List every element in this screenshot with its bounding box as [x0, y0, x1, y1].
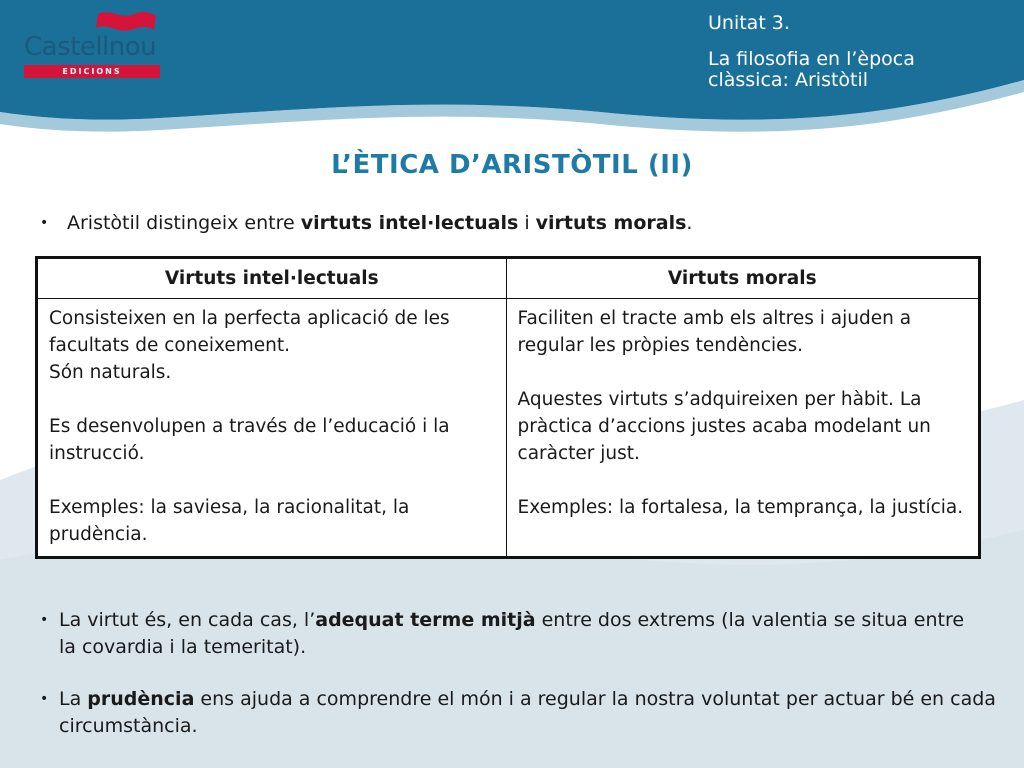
cell-paragraph: Aquestes virtuts s’adquireixen per hàbit. La pràctica d’accions justes acaba modelant un caràcter just.: [517, 389, 931, 464]
table-row: [37, 299, 980, 558]
cell-paragraph: Exemples: la saviesa, la racionalitat, la prudència.: [49, 497, 410, 545]
bullet-item-mean: [40, 607, 980, 661]
bullet-text: Aristòtil distingeix entre virtuts intel·lectuals i virtuts morals.: [67, 212, 693, 234]
bullet-icon: •: [40, 691, 49, 707]
cell-paragraph: Faciliten el tracte amb els altres i ajuden a regular les pròpies tendències.: [517, 308, 912, 356]
cell-paragraph: Exemples: la fortalesa, la temprança, la justícia.: [517, 497, 964, 518]
castellnou-logo: [22, 10, 162, 78]
unit-subtitle-line-1: La filosofia en l’època: [708, 48, 915, 70]
header-info: [708, 13, 1008, 91]
table-cell-intellectual: [37, 299, 507, 558]
slide-title: L’ÈTICA D’ARISTÒTIL (II): [331, 150, 693, 180]
bullet-icon: •: [40, 612, 49, 628]
cell-paragraph: Consisteixen en la perfecta aplicació de les facultats de coneixement. Són naturals.: [49, 308, 450, 383]
table-header-moral: Virtuts morals: [506, 258, 979, 299]
logo-wordmark: Castellnou: [24, 32, 157, 62]
bullet-icon: •: [40, 215, 49, 231]
table-header-intellectual: Virtuts intel·lectuals: [37, 258, 507, 299]
logo-subtitle: EDICIONS: [24, 65, 160, 78]
cell-paragraph: Es desenvolupen a través de l’educació i la instrucció.: [49, 416, 450, 464]
bullet-item-prudence: [40, 686, 1000, 740]
unit-label: Unitat 3.: [708, 12, 790, 34]
virtues-table: [35, 256, 981, 559]
table-cell-moral: [506, 299, 979, 558]
bullet-text: La prudència ens ajuda a comprendre el món i a regular la nostra voluntat per actuar bé en cada circumstància.: [59, 688, 996, 737]
table-header-row: [37, 258, 980, 299]
unit-subtitle-line-2: clàssica: Aristòtil: [708, 69, 869, 91]
bullet-text: La virtut és, en cada cas, l’adequat terme mitjà entre dos extrems (la valentia se situa entre la covardia i la temeritat).: [59, 609, 965, 658]
bullet-item-virtues: [40, 210, 693, 237]
flag-icon: [94, 10, 158, 34]
